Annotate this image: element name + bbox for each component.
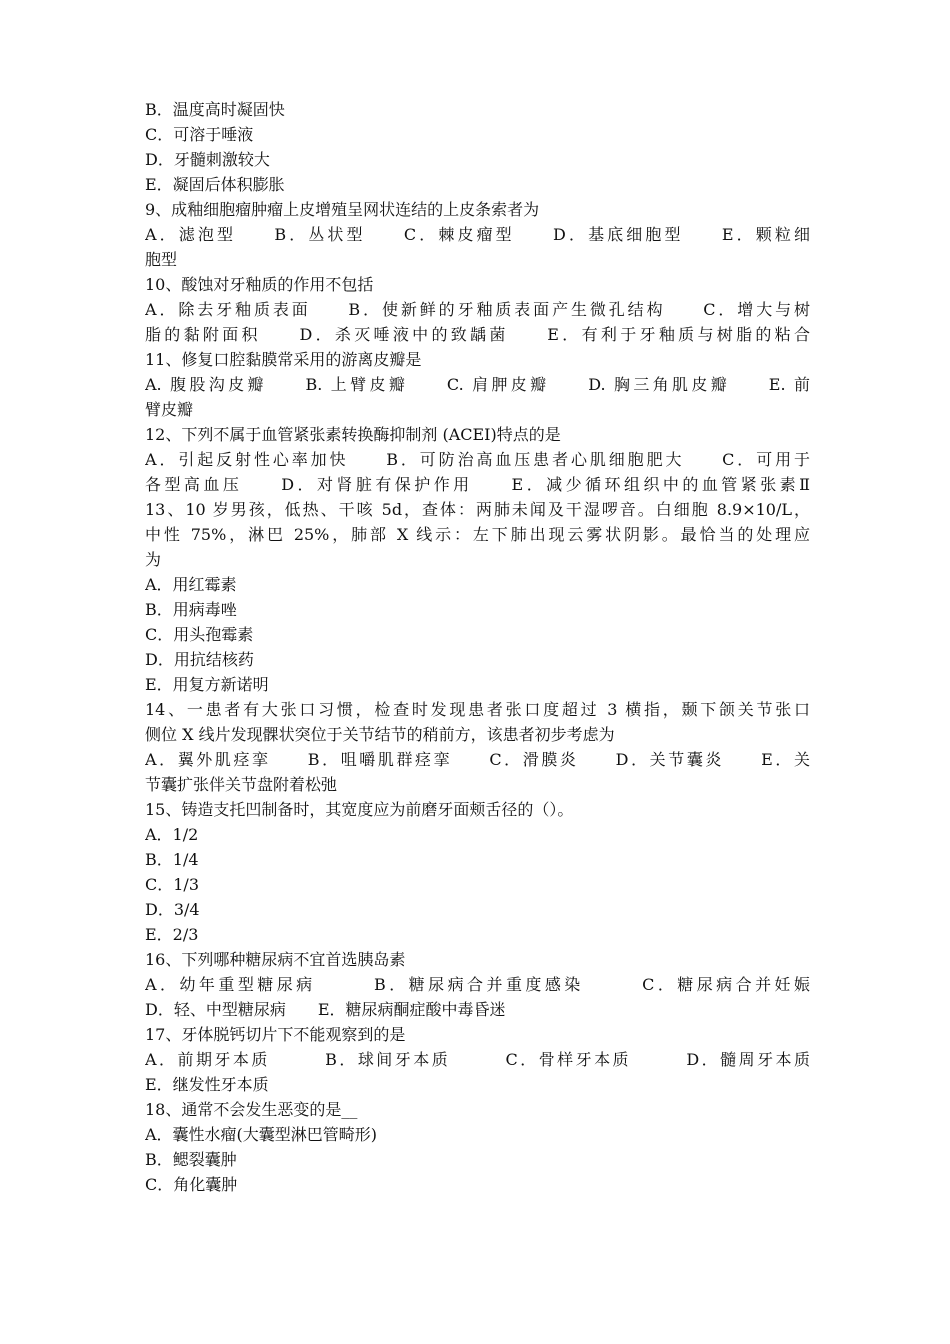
text-line: 9、成釉细胞瘤肿瘤上皮增殖呈网状连结的上皮条索者为 bbox=[145, 200, 540, 219]
text-line: A．囊性水瘤(大囊型淋巴管畸形) bbox=[145, 1125, 378, 1144]
text-line: A．前期牙本质 B．球间牙本质 C．骨样牙本质 D．髓周牙本质 bbox=[145, 1050, 810, 1069]
text-line: E．用复方新诺明 bbox=[145, 675, 269, 694]
text-line: 10、酸蚀对牙釉质的作用不包括 bbox=[145, 275, 374, 294]
text-line: B．温度高时凝固快 bbox=[145, 100, 285, 119]
text-line: 13、10 岁男孩，低热、干咳 5d，查体：两肺未闻及干湿啰音。白细胞 8.9×10/L， bbox=[145, 500, 810, 519]
text-line: 侧位 X 线片发现髁状突位于关节结节的稍前方，该患者初步考虑为 bbox=[145, 725, 615, 744]
text-line: A. 腹股沟皮瓣 B. 上臂皮瓣 C. 肩胛皮瓣 D. 胸三角肌皮瓣 E. 前 bbox=[145, 375, 810, 394]
text-line: A．1/2 bbox=[145, 825, 199, 844]
text-line: 各型高血压 D．对肾脏有保护作用 E．减少循环组织中的血管紧张素Ⅱ bbox=[145, 475, 810, 494]
document-page bbox=[145, 97, 810, 1197]
text-line: 中性 75%，淋巴 25%，肺部 X 线示：左下肺出现云雾状阴影。最恰当的处理应 bbox=[145, 525, 810, 544]
text-line: A．除去牙釉质表面 B．使新鲜的牙釉质表面产生微孔结构 C．增大与树 bbox=[145, 300, 810, 319]
text-line: 胞型 bbox=[145, 250, 178, 269]
text-line: D．轻、中型糖尿病 E．糖尿病酮症酸中毒昏迷 bbox=[145, 1000, 506, 1019]
text-line: C．可溶于唾液 bbox=[145, 125, 254, 144]
text-line: 18、通常不会发生恶变的是__ bbox=[145, 1100, 358, 1119]
text-line: E．2/3 bbox=[145, 925, 199, 944]
text-line: C．角化囊肿 bbox=[145, 1175, 238, 1194]
text-line: B．鳃裂囊肿 bbox=[145, 1150, 237, 1169]
text-line: 节囊扩张伴关节盘附着松弛 bbox=[145, 775, 338, 794]
text-line: 15、铸造支托凹制备时，其宽度应为前磨牙面颊舌径的（）。 bbox=[145, 800, 574, 819]
text-line: 17、牙体脱钙切片下不能观察到的是 bbox=[145, 1025, 406, 1044]
text-line: E．继发性牙本质 bbox=[145, 1075, 269, 1094]
text-line: A．滤泡型 B．丛状型 C．棘皮瘤型 D．基底细胞型 E．颗粒细 bbox=[145, 225, 810, 244]
text-line: 臂皮瓣 bbox=[145, 400, 194, 419]
text-line: D．用抗结核药 bbox=[145, 650, 254, 669]
text-line: B．1/4 bbox=[145, 850, 199, 869]
text-line: 11、修复口腔黏膜常采用的游离皮瓣是 bbox=[145, 350, 422, 369]
text-line: B．用病毒唑 bbox=[145, 600, 237, 619]
text-line: A．翼外肌痉挛 B．咀嚼肌群痉挛 C．滑膜炎 D．关节囊炎 E．关 bbox=[145, 750, 810, 769]
text-line: A．引起反射性心率加快 B．可防治高血压患者心肌细胞肥大 C．可用于 bbox=[145, 450, 810, 469]
text-line: A．用红霉素 bbox=[145, 575, 237, 594]
text-line: 14、一患者有大张口习惯，检查时发现患者张口度超过 3 横指，颞下颌关节张口 bbox=[145, 700, 810, 719]
text-line: D．牙髓刺激较大 bbox=[145, 150, 270, 169]
text-line: E．凝固后体积膨胀 bbox=[145, 175, 285, 194]
text-line: 16、下列哪种糖尿病不宜首选胰岛素 bbox=[145, 950, 406, 969]
text-line: C．1/3 bbox=[145, 875, 199, 894]
text-line: C．用头孢霉素 bbox=[145, 625, 254, 644]
text-line: 脂的黏附面积 D．杀灭唾液中的致龋菌 E．有利于牙釉质与树脂的粘合 bbox=[145, 325, 810, 344]
text-line: A．幼年重型糖尿病 B．糖尿病合并重度感染 C．糖尿病合并妊娠 bbox=[145, 975, 810, 994]
text-line: 为 bbox=[145, 550, 162, 569]
text-line: D．3/4 bbox=[145, 900, 200, 919]
text-line: 12、下列不属于血管紧张素转换酶抑制剂 (ACEI)特点的是 bbox=[145, 425, 561, 444]
